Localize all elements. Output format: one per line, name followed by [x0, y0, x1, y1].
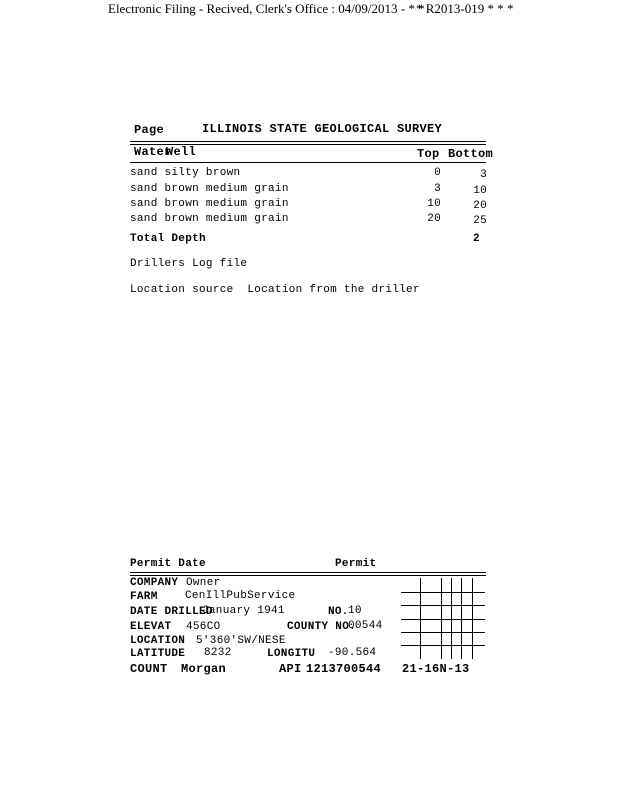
total-depth-value: 2 — [473, 233, 480, 245]
row-bottom: 10 — [473, 185, 487, 197]
row-top: 0 — [434, 167, 441, 179]
row-top: 10 — [427, 198, 441, 210]
row-top: 20 — [427, 213, 441, 225]
permit-rule-top — [130, 572, 486, 573]
col-top: Top — [417, 147, 440, 161]
latitude-label: LATITUDE — [130, 648, 186, 660]
company-value: Owner — [186, 577, 221, 589]
columns-rule — [130, 162, 486, 163]
col-water: Water — [134, 145, 172, 159]
location-label: LOCATION — [130, 635, 186, 647]
longitude-value: -90.564 — [328, 647, 377, 659]
api-label: API — [279, 662, 302, 676]
no-label: NO. — [328, 606, 349, 618]
date-drilled-label: DATE DRILLED — [130, 606, 213, 618]
permit-rule-bottom — [130, 575, 486, 576]
drillers-log: Drillers Log file — [130, 258, 248, 270]
row-desc: sand silty brown — [130, 167, 241, 179]
location-source: Location source Location from the driller — [130, 284, 420, 296]
county-label: COUNT — [130, 662, 168, 676]
page-label: Page — [134, 123, 165, 137]
no-value: 10 — [348, 605, 362, 617]
longitude-label: LONGITU — [267, 648, 316, 660]
county-no-label: COUNTY NO. — [287, 621, 357, 633]
row-desc: sand brown medium grain — [130, 213, 289, 225]
row-bottom: 3 — [480, 169, 487, 181]
row-desc: sand brown medium grain — [130, 198, 289, 210]
township-value: 21-16N-13 — [402, 662, 470, 676]
permit-date-label: Permit Date — [130, 558, 206, 570]
agency-title: ILLINOIS STATE GEOLOGICAL SURVEY — [202, 122, 443, 136]
county-no-value: 00544 — [348, 620, 383, 632]
header-rule-top — [130, 141, 486, 142]
company-label: COMPANY — [130, 577, 179, 589]
county-value: Morgan — [181, 662, 227, 676]
col-bottom: Bottom — [448, 147, 494, 161]
farm-value: CenIllPubService — [185, 590, 296, 602]
elevation-label: ELEVAT — [130, 621, 172, 633]
latitude-value: 8232 — [204, 647, 232, 659]
location-value: 5'360'SW/NESE — [196, 635, 286, 647]
filing-header-left: Electronic Filing - Recived, Clerk's Office : 04/09/2013 - * * — [108, 1, 425, 16]
total-depth-label: Total Depth — [130, 233, 206, 245]
col-well: Well — [166, 145, 197, 159]
permit-no-label: Permit — [335, 558, 377, 570]
date-drilled-value: January 1941 — [202, 605, 285, 617]
row-top: 3 — [434, 183, 441, 195]
api-value: 1213700544 — [306, 662, 382, 676]
elevation-value: 456CO — [186, 621, 221, 633]
farm-label: FARM — [130, 591, 158, 603]
row-desc: sand brown medium grain — [130, 183, 289, 195]
filing-header-right: * R2013-019 * * * — [416, 1, 514, 16]
row-bottom: 25 — [473, 215, 487, 227]
row-bottom: 20 — [473, 200, 487, 212]
